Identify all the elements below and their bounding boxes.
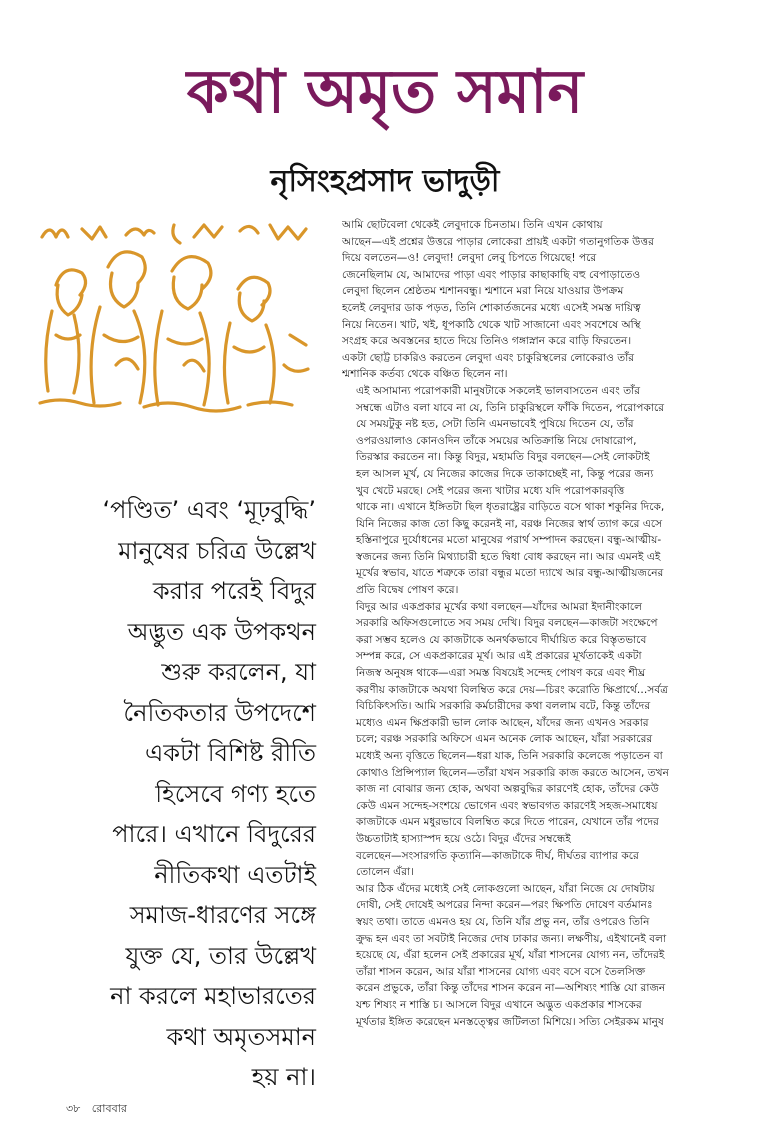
body-line: কোথাও প্রিন্সিপ্যাল ছিলেন—তাঁরা যখন সরকারি কাজ করতে আসেন, তখন — [356, 766, 669, 779]
body-line: প্রতি বিদ্বেষ পোষণ করে। — [356, 584, 459, 597]
illustration — [34, 215, 316, 415]
pullquote-line: মানুষের চরিত্র উল্লেখ — [118, 536, 316, 565]
body-line: একটা ছোট্ট চাকরিও করতেন লেবুদা এবং চাকুরিস্থলের লোকেরাও তাঁর — [342, 351, 635, 364]
pullquote-line: হয় না। — [251, 1063, 316, 1091]
body-line: সম্বন্ধে এটাও বলা যাবে না যে, তিনি চাকুরিস্থলে ফাঁকি দিতেন, পরোপকারে — [356, 401, 665, 414]
body-line: চলে; বরঞ্চ সরকারি অফিসে এমন অনেক লোক আছেন, যাঁরা সরকারের — [356, 733, 653, 746]
body-line: খুব খেটে মরছে। সেই পরের জন্য খাটার মধ্যে যদি পরোপকারবৃত্তি — [356, 484, 625, 497]
pullquote-line: নীতিকথা এতটাই — [154, 860, 316, 889]
body-line: সরকারি অফিসগুলোতে সব সময় দেখি। বিদুর বলছেন—কাজটা সংক্ষেপে — [356, 617, 658, 630]
body-line: ক্রুদ্ধ হন এবং তা সবটাই নিজের দোষ ঢাকার জন্য। লক্ষণীয়, এইখানেই বলা — [356, 932, 667, 945]
author-name: নৃসিংহপ্রসাদ ভাদুড়ী — [270, 164, 500, 199]
body-line: হল আসল মূর্খ, যে নিজের কাজের দিকে তাকাচ্ছেই না, কিন্তু পরের জন্য — [356, 467, 654, 480]
body-line: বলেছেন—সংসারগতি কৃত্যানি—কাজটাকে দীর্ঘ, দীর্ঘতর ব্যাপার করে — [356, 849, 639, 862]
body-line: যিনি নিজের কাজ তো কিছু করেনই না, বরঞ্চ নিজের স্বার্থ ত্যাগ করে এসে — [356, 517, 663, 530]
body-line: তিরস্কার করতেন না। কিন্তু বিদুর, মহামতি বিদুর বলছেন—সেই লোকটাই — [356, 451, 650, 464]
body-line: ওপরওয়ালাও কোনওদিন তাঁকে সময়ের অতিক্রান্তি নিয়ে দোষারোপ, — [356, 434, 637, 447]
body-line: কেউ এমন সন্দেহ-সংশয়ে ভোগেন এবং স্বভাবগত কারণেই সহজ-সমাধেয় — [356, 799, 658, 812]
body-line: নিয়ে নিতেন। খাট, খই, ধূপকাঠি থেকে খাট সাজানো এবং সবশেষে অস্থি — [342, 318, 641, 331]
body-line: আমি ছোটবেলা থেকেই লেবুদাকে চিনতাম। তিনি এখন কোথায় — [342, 219, 603, 231]
body-line: সংগ্রহ করে অবস্তনের হাতে দিয়ে তিনিও গঙ্গাস্নান করে বাড়ি ফিরতেন। — [342, 335, 632, 348]
body-line: জেনেছিলাম যে, আমাদের পাড়া এবং পাড়ার কাছাকাছি বহু বেপাড়াতেও — [342, 268, 641, 281]
body-line: এই অসামান্য পরোপকারী মানুষটাকে সকলেই ভালবাসতেন এবং তাঁর — [356, 384, 641, 397]
pullquote-line: একটা বিশিষ্ট রীতি — [145, 739, 316, 767]
body-line: উচ্চতাটাই হাস্যাস্পদ হয়ে ওঠে। বিদুর এঁদের সম্বন্ধেই — [356, 832, 571, 845]
body-line: কাজ না বোঝার জন্য হোক, অথবা অল্পবুদ্ধির কারণেই হোক, তাঁদের কেউ — [356, 783, 659, 796]
body-line: মধ্যেই অন্য বৃত্তিতে ছিলেন—ধরা যাক, তিনি সরকারি কলেজে পড়াতেন বা — [356, 750, 663, 762]
body-line: তোলেন এঁরা। — [356, 866, 414, 879]
body-line: হয়েছে যে, এঁরা হলেন সেই প্রকারের মূর্খ, যাঁরা শাসনের যোগ্য নন, তাঁদেরই — [356, 949, 665, 962]
body-line: দোষী, সেই দোষেই অপরের নিন্দা করেন—পরং ক্ষিপতি দোষেণ বর্তমানঃ — [356, 899, 653, 912]
page-footer — [66, 1100, 127, 1119]
body-line: বিদুর আর একপ্রকার মূর্খের কথা বলছেন—যাঁদের আমরা ইদানীংকালে — [356, 600, 643, 613]
body-line: করা সম্ভব হলেও যে কাজটাকে অনর্থকভাবে দীর্ঘায়িত করে বিস্তৃতভাবে — [356, 633, 647, 646]
body-line: থাকে না। এখানে ইঙ্গিতটা ছিল ধৃতরাষ্ট্রের বাড়িতে বসে থাকা শকুনির দিকে, — [356, 501, 665, 514]
body-line: মধ্যেও এমন ক্ষিপ্রকারী ভাল লোক আছেন, যাঁদের জন্য এখনও সরকার — [356, 716, 649, 729]
body-line: লেবুদা ছিলেন শ্রেষ্ঠতম শ্মশানবন্ধু। শ্মশানে মরা নিয়ে যাওয়ার উপক্রম — [342, 285, 624, 298]
sages-sketch-icon — [34, 215, 316, 415]
pullquote-line: কথা অমৃতসমান — [166, 1022, 316, 1051]
pullquote-line: করার পরেই বিদুর — [152, 577, 316, 605]
pullquote-line: নৈতিকতার উপদেশে — [123, 698, 316, 727]
body-line: নিজস্ব অনুষঙ্গ থাকে—এরা সমস্ত বিষয়েই সন্দেহ পোষণ করে এবং শীঘ্র — [356, 667, 646, 680]
page-number: ৩৮ — [66, 1102, 81, 1115]
body-line: মূর্খতার ইঙ্গিত করেছেন মনস্তত্ত্বের জটিলতা মিশিয়ে। সত্যি সেইরকম মানুষ — [356, 1015, 664, 1028]
body-line: করণীয় কাজটাকে অযথা বিলম্বিত করে দেয়—চিরং করোতি ক্ষিপ্রার্থে…সর্বত্র — [356, 683, 669, 696]
body-line: আছেন—এই প্রশ্নের উত্তরে পাড়ার লোকেরা প্রায়ই একটা গতানুগতিক উত্তর — [342, 235, 654, 248]
pullquote-line: পারে। এখানে বিদুরের — [112, 820, 316, 848]
magazine-name: রোববার — [91, 1102, 127, 1115]
article-body — [342, 217, 752, 1030]
pullquote-line: না করলে মহাভারতের — [110, 982, 316, 1010]
body-paragraph — [342, 217, 752, 383]
body-line: শ্মশানিক কর্তব্য থেকে বঞ্চিত ছিলেন না। — [342, 368, 508, 381]
pullquote-line: ‘পণ্ডিত’ এবং ‘মূঢ়বুদ্ধি’ — [102, 496, 316, 524]
pullquote-line: শুরু করলেন, যা — [161, 658, 316, 686]
body-line: বিচিকিৎসতি। আমি সরকারি কর্মচারীদের কথা বললাম বটে, কিন্তু তাঁদের — [356, 700, 651, 713]
body-paragraph — [342, 383, 752, 599]
pullquote-line: সমাজ-ধারণের সঙ্গে — [129, 901, 316, 929]
pullquote-line: হিসেবে গণ্য হতে — [155, 779, 316, 808]
body-paragraph — [342, 599, 752, 881]
body-line: যশ্চ শিষ্যং ন শাস্তি চ। আসলে বিদুর এখানে অদ্ভুত একপ্রকার শাসকের — [356, 998, 642, 1011]
body-line: হলেই লেবুদার ডাক পড়ত, তিনি শোকার্তজনের মধ্যে এসেই সমস্ত দায়িত্ব — [342, 301, 641, 314]
pullquote-line: অদ্ভুত এক উপকথন — [127, 617, 316, 646]
body-line: আর ঠিক এঁদের মধ্যেই সেই লোকগুলো আছেন, যাঁরা নিজে যে দোষটায় — [356, 882, 655, 895]
body-line: তাঁরা শাসন করেন, আর যাঁরা শাসনের যোগ্য এবং বসে বসে তৈলসিক্ত — [356, 965, 646, 978]
body-line: হস্তিনাপুরে দুর্যোধনের মতো মানুষের পরার্থ সম্পাদন করছেন। বন্ধু-আত্মীয়- — [356, 534, 662, 547]
body-line: সম্পন্ন করে, সে একপ্রকারের মূর্খ। আর এই প্রকারের মূর্খতাকেই একটা — [356, 650, 642, 663]
body-line: যে সময়টুকু নষ্ট হত, সেটা তিনি এমনভাবেই পুষিয়ে দিতেন যে, তাঁর — [356, 418, 634, 431]
body-line: স্বয়ং তথা। তাতে এমনও হয় যে, তিনি যাঁর প্রভু নন, তাঁর ওপরেও তিনি — [356, 915, 650, 928]
body-line: স্বজনের জন্য তিনি মিথ্যাচারী হতে দ্বিধা বোধ করছেন না। আর এমনই এই — [356, 550, 661, 563]
pullquote — [58, 490, 316, 1098]
pullquote-line: যুক্ত যে, তার উল্লেখ — [125, 941, 316, 970]
body-line: কাজটাকে এমন মধুরভাবে বিলম্বিত করে দিতে পারেন, যেখানে তাঁর পদের — [356, 816, 659, 829]
body-paragraph — [342, 881, 752, 1030]
page-title: কথা অমৃত সমান — [186, 57, 584, 127]
body-line: করেন প্রভুকে, তাঁরা কিন্তু তাঁদের শাসন করেন না—অশিষ্যং শাস্তি যো রাজন — [356, 982, 666, 995]
body-line: মূর্খের স্বভাব, যাতে শত্রুকে তারা বন্ধুর মতো দ্যাখে আর বন্ধু-আত্মীয়জনের — [356, 567, 664, 580]
body-line: দিয়ে বলতেন—ও! লেবুদা! লেবুদা লেবু চিপতে গিয়েছে! পরে — [342, 252, 597, 265]
